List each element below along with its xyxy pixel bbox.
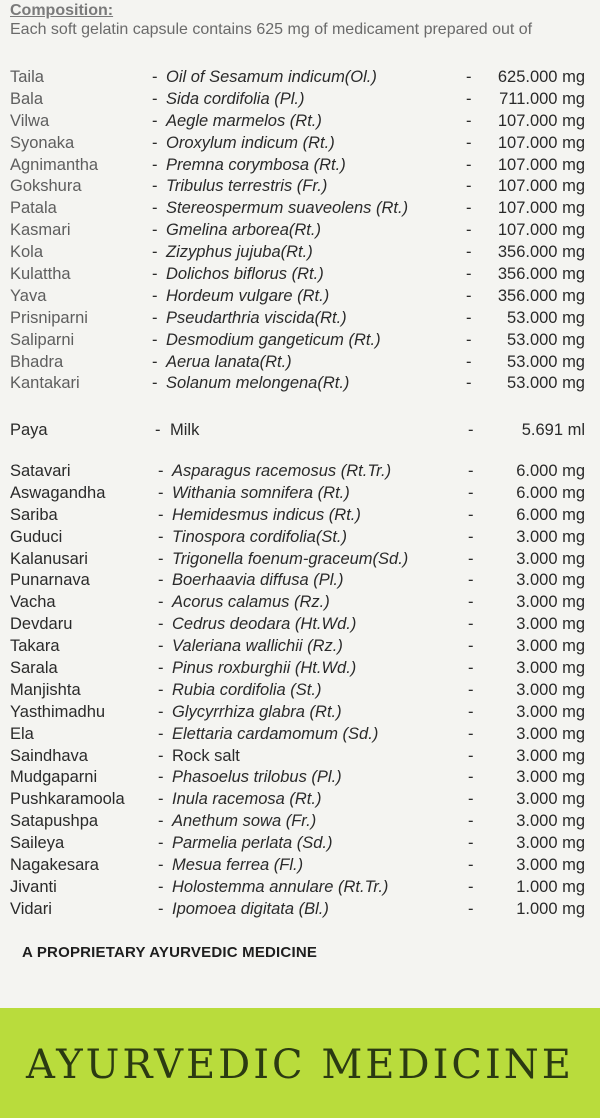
botanical-name: Inula racemosa (Rt.) [172,790,322,809]
botanical-name: Ipomoea digitata (Bl.) [172,899,329,918]
ingredient-row [0,702,600,724]
ingredient-row [0,155,600,177]
ingredient-row [0,330,600,352]
botanical-name: Hordeum vulgare (Rt.) [166,286,330,305]
ingredient-row [0,614,600,636]
ingredient-row [0,373,600,395]
quantity: 3.000 mg [516,768,585,787]
ingredient-row [0,505,600,527]
botanical-name: Trigonella foenum-graceum(Sd.) [172,549,409,568]
separator-dash: - [158,768,164,787]
quantity-dash: - [466,374,472,393]
ingredient-name: Kantakari [10,374,80,393]
quantity-dash: - [466,286,472,305]
ingredient-name: Prisniparni [10,308,88,327]
separator-dash: - [152,89,158,108]
quantity-dash: - [468,571,474,590]
quantity: 3.000 mg [516,724,585,743]
botanical-name: Solanum melongena(Rt.) [166,374,350,393]
botanical-name: Glycyrrhiza glabra (Rt.) [172,702,342,721]
botanical-name: Tribulus terrestris (Fr.) [166,177,328,196]
botanical-name: Sida cordifolia (Pl.) [166,89,305,108]
ingredient-name: Agnimantha [10,155,99,174]
botanical-name: Oil of Sesamum indicum(Ol.) [166,68,377,86]
ingredient-name: Saindhava [10,746,88,765]
ingredient-row [0,89,600,111]
ingredient-name: Sarala [10,659,58,678]
quantity-dash: - [468,549,474,568]
ingredient-name: Sariba [10,505,58,524]
ingredient-row [0,899,600,921]
quantity: 53.000 mg [507,374,585,393]
separator-dash: - [158,593,164,612]
ingredient-group-decoction [0,67,600,395]
ingredient-name: Satavari [10,462,71,480]
quantity-dash: - [468,637,474,656]
ingredient-name: Aswagandha [10,483,106,502]
botanical-name: Parmelia perlata (Sd.) [172,834,333,853]
ingredient-name: Paya [10,421,48,439]
botanical-name: Tinospora cordifolia(St.) [172,527,348,546]
ingredient-row [0,746,600,768]
ingredient-row [0,855,600,877]
botanical-name: Withania somnifera (Rt.) [172,483,350,502]
ingredient-row [0,133,600,155]
ingredient-row [0,877,600,899]
ingredient-row [0,833,600,855]
separator-dash: - [152,177,158,196]
quantity: 3.000 mg [516,790,585,809]
botanical-name: Zizyphus jujuba(Rt.) [166,243,313,262]
quantity: 356.000 mg [497,265,585,284]
ingredient-group-paste [0,461,600,921]
ingredient-row [0,461,600,483]
ingredient-row [0,811,600,833]
quantity-dash: - [466,89,472,108]
quantity-dash: - [468,659,474,678]
ingredient-name: Kasmari [10,221,71,240]
separator-dash: - [158,724,164,743]
ingredient-row [0,658,600,680]
quantity: 107.000 mg [497,221,585,240]
quantity-dash: - [468,746,474,765]
ingredient-name: Bala [10,89,44,108]
proprietary-note: A PROPRIETARY AYURVEDIC MEDICINE [22,944,318,961]
quantity: 625.000 mg [497,68,585,86]
ingredient-name: Kulattha [10,265,71,284]
quantity: 6.000 mg [516,483,585,502]
ingredient-name: Yasthimadhu [10,702,106,721]
quantity: 3.000 mg [516,659,585,678]
botanical-name: Stereospermum suaveolens (Rt.) [166,199,409,218]
separator-dash: - [152,286,158,305]
botanical-name: Dolichos biflorus (Rt.) [166,265,324,284]
quantity-dash: - [468,724,474,743]
separator-dash: - [152,330,158,349]
quantity-dash: - [466,111,472,130]
ingredient-row [0,680,600,702]
ingredient-row [0,264,600,286]
quantity-dash: - [468,899,474,918]
separator-dash: - [158,812,164,831]
separator-dash: - [152,265,158,284]
botanical-name: Mesua ferrea (Fl.) [172,856,304,875]
separator-dash: - [152,243,158,262]
ingredient-name: Vilwa [10,111,50,130]
botanical-name: Elettaria cardamomum (Sd.) [172,724,379,743]
ingredient-name: Kalanusari [10,549,88,568]
quantity-dash: - [468,680,474,699]
quantity: 3.000 mg [516,812,585,831]
quantity-dash: - [466,330,472,349]
botanical-name: Pinus roxburghii (Ht.Wd.) [172,659,357,678]
quantity-dash: - [468,702,474,721]
quantity: 3.000 mg [516,637,585,656]
quantity-dash: - [466,177,472,196]
separator-dash: - [158,615,164,634]
separator-dash: - [152,111,158,130]
ingredient-name: Kola [10,243,44,262]
ingredient-name: Jivanti [10,877,57,896]
separator-dash: - [152,68,158,86]
botanical-name: Desmodium gangeticum (Rt.) [166,330,381,349]
quantity-dash: - [468,593,474,612]
botanical-name: Milk [170,421,200,439]
ingredient-row [0,67,600,89]
ingredient-name: Saliparni [10,330,75,349]
botanical-name: Valeriana wallichii (Rz.) [172,637,343,656]
ingredient-group-milk [0,420,600,442]
separator-dash: - [152,374,158,393]
separator-dash: - [158,549,164,568]
botanical-name: Aegle marmelos (Rt.) [166,111,322,130]
quantity: 107.000 mg [497,199,585,218]
botanical-name: Asparagus racemosus (Rt.Tr.) [172,462,392,480]
quantity-dash: - [468,834,474,853]
ingredient-name: Taila [10,68,44,86]
ingredient-name: Takara [10,637,60,656]
ingredient-name: Gokshura [10,177,82,196]
ingredient-row [0,767,600,789]
ingredient-row [0,352,600,374]
separator-dash: - [158,856,164,875]
ingredient-name: Bhadra [10,352,64,371]
quantity: 53.000 mg [507,330,585,349]
botanical-name: Hemidesmus indicus (Rt.) [172,505,361,524]
quantity-dash: - [468,421,474,439]
quantity: 3.000 mg [516,746,585,765]
quantity-dash: - [468,812,474,831]
ingredient-row [0,176,600,198]
separator-dash: - [158,899,164,918]
quantity: 53.000 mg [507,352,585,371]
separator-dash: - [158,680,164,699]
ingredient-name: Vacha [10,593,56,612]
botanical-name: Holostemma annulare (Rt.Tr.) [172,877,389,896]
quantity-dash: - [466,133,472,152]
quantity: 3.000 mg [516,680,585,699]
separator-dash: - [152,133,158,152]
quantity-dash: - [468,615,474,634]
quantity: 3.000 mg [516,702,585,721]
separator-dash: - [152,155,158,174]
quantity: 53.000 mg [507,308,585,327]
botanical-name: Cedrus deodara (Ht.Wd.) [172,615,357,634]
separator-dash: - [158,462,164,480]
ingredient-row [0,789,600,811]
quantity: 1.000 mg [516,899,585,918]
quantity-dash: - [468,483,474,502]
quantity-dash: - [466,265,472,284]
quantity-dash: - [468,790,474,809]
quantity: 107.000 mg [497,177,585,196]
quantity-dash: - [466,68,472,86]
quantity: 3.000 mg [516,571,585,590]
ingredient-row [0,570,600,592]
botanical-name: Rubia cordifolia (St.) [172,680,322,699]
quantity: 107.000 mg [497,155,585,174]
ingredient-row [0,111,600,133]
botanical-name: Premna corymbosa (Rt.) [166,155,346,174]
ingredient-name: Guduci [10,527,63,546]
botanical-name: Rock salt [172,746,240,765]
quantity-dash: - [468,527,474,546]
quantity-dash: - [468,856,474,875]
ingredient-name: Ela [10,724,34,743]
ingredient-name: Patala [10,199,57,218]
quantity-dash: - [466,352,472,371]
botanical-name: Gmelina arborea(Rt.) [166,221,321,240]
ingredient-name: Vidari [10,899,52,918]
ingredient-name: Pushkaramoola [10,790,125,809]
separator-dash: - [155,421,161,439]
separator-dash: - [152,199,158,218]
separator-dash: - [158,834,164,853]
ingredient-row [0,483,600,505]
quantity: 3.000 mg [516,856,585,875]
ingredient-name: Saileya [10,834,65,853]
ingredient-row [0,527,600,549]
separator-dash: - [152,352,158,371]
quantity: 1.000 mg [516,877,585,896]
ingredient-row [0,308,600,330]
separator-dash: - [158,483,164,502]
quantity-dash: - [468,877,474,896]
ingredient-row [0,636,600,658]
quantity-dash: - [466,308,472,327]
quantity: 3.000 mg [516,593,585,612]
composition-heading: Composition: [10,2,114,19]
botanical-name: Aerua lanata(Rt.) [166,352,292,371]
separator-dash: - [158,571,164,590]
quantity-dash: - [468,462,474,480]
quantity-dash: - [466,221,472,240]
quantity: 3.000 mg [516,834,585,853]
ingredient-row [0,724,600,746]
botanical-name: Oroxylum indicum (Rt.) [166,133,335,152]
ingredient-name: Manjishta [10,680,81,699]
separator-dash: - [158,790,164,809]
quantity: 3.000 mg [516,549,585,568]
ingredient-row [0,242,600,264]
ingredient-name: Satapushpa [10,812,99,831]
quantity-dash: - [466,243,472,262]
botanical-name: Phasoelus trilobus (Pl.) [172,768,342,787]
separator-dash: - [158,659,164,678]
ingredient-row [0,198,600,220]
ingredient-name: Yava [10,286,47,305]
band-title: AYURVEDIC MEDICINE [26,1042,574,1088]
separator-dash: - [158,746,164,765]
quantity-dash: - [468,768,474,787]
quantity: 3.000 mg [516,615,585,634]
composition-intro: Each soft gelatin capsule contains 625 mg of medicament prepared out of [10,21,533,38]
quantity: 356.000 mg [497,286,585,305]
botanical-name: Anethum sowa (Fr.) [172,812,317,831]
botanical-name: Acorus calamus (Rz.) [172,593,330,612]
quantity: 5.691 ml [521,421,585,439]
quantity: 6.000 mg [516,505,585,524]
ingredient-row [0,549,600,571]
ingredient-row [0,420,600,442]
quantity: 107.000 mg [497,133,585,152]
quantity: 107.000 mg [497,111,585,130]
separator-dash: - [158,877,164,896]
quantity-dash: - [466,199,472,218]
ingredient-row [0,592,600,614]
quantity: 3.000 mg [516,527,585,546]
separator-dash: - [158,527,164,546]
separator-dash: - [152,221,158,240]
quantity: 711.000 mg [499,89,585,108]
quantity-dash: - [468,505,474,524]
botanical-name: Boerhaavia diffusa (Pl.) [172,571,344,590]
ingredient-row [0,286,600,308]
separator-dash: - [158,702,164,721]
ingredient-name: Punarnava [10,571,90,590]
ingredient-row [0,220,600,242]
quantity: 6.000 mg [516,462,585,480]
botanical-name: Pseudarthria viscida(Rt.) [166,308,347,327]
quantity: 356.000 mg [497,243,585,262]
separator-dash: - [158,637,164,656]
ingredient-name: Nagakesara [10,856,99,875]
separator-dash: - [158,505,164,524]
ingredient-name: Syonaka [10,133,75,152]
ingredient-name: Devdaru [10,615,73,634]
separator-dash: - [152,308,158,327]
quantity-dash: - [466,155,472,174]
ingredient-name: Mudgaparni [10,768,98,787]
